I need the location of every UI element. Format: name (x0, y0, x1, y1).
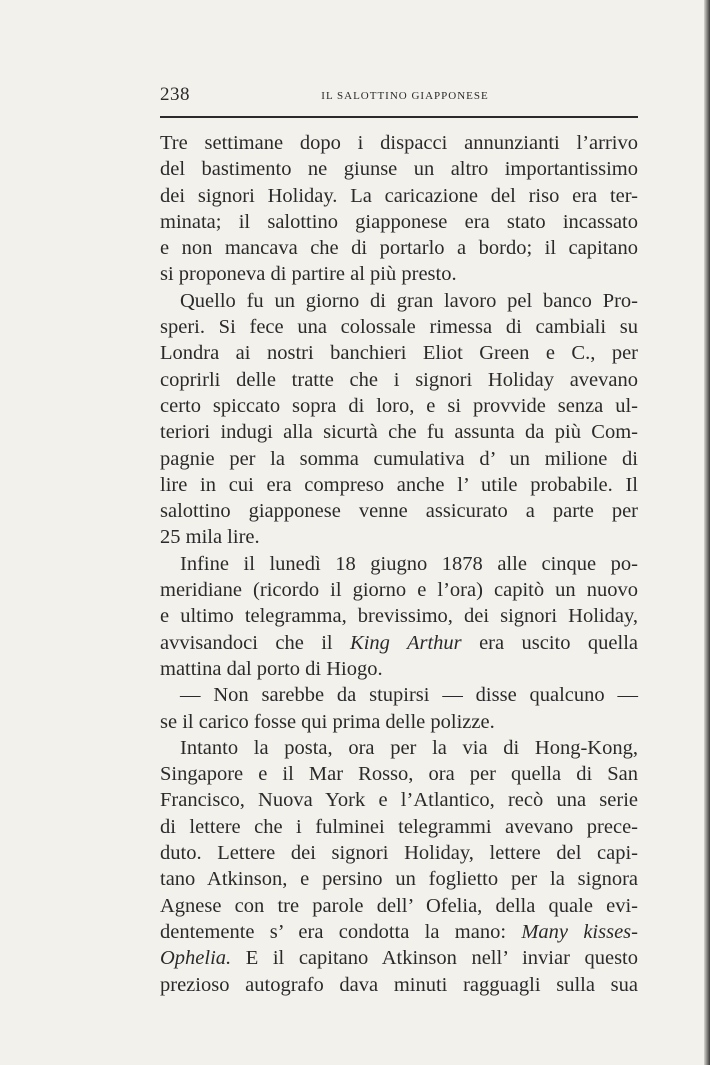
running-title: IL SALOTTINO GIAPPONESE (321, 90, 489, 102)
text-line: Agnese con tre parole dell’ Ofelia, della quale evi- (160, 894, 638, 917)
text-line: 25 mila lire. (160, 526, 260, 549)
text-line: Francisco, Nuova York e l’Atlantico, recò una serie (160, 789, 638, 812)
text-segment: avvisandoci che il (160, 631, 351, 654)
text-line: meridiane (ricordo il giorno e l’ora) capitò un nuovo (160, 579, 638, 602)
text-line: coprirli delle tratte che i signori Holiday avevano (160, 368, 638, 391)
page-header (160, 84, 640, 110)
text-line: se il carico fosse qui prima delle polizze. (160, 710, 495, 733)
text-line: Tre settimane dopo i dispacci annunzianti l’arrivo (160, 132, 638, 154)
italic-quote: Ophelia. (160, 947, 232, 970)
text-line: prezioso autografo dava minuti ragguagli sulla sua (160, 973, 638, 996)
text-segment: E il capitano Atkinson nell’ inviar questo (231, 947, 638, 970)
text-line: si proponeva di partire al più presto. (160, 263, 457, 286)
text-line-with-italic (160, 945, 638, 971)
text-line: Quello fu un giorno di gran lavoro pel banco Pro- (180, 289, 638, 312)
text-line: Singapore e il Mar Rosso, ora per quella di San (160, 763, 638, 786)
text-line: duto. Lettere dei signori Holiday, lettere del capi- (160, 842, 638, 865)
text-line: salottino giapponese venne assicurato a parte per (160, 500, 638, 523)
text-line: Infine il lunedì 18 giugno 1878 alle cinque po- (180, 552, 638, 575)
text-line: minata; il salottino giapponese era stato incassato (160, 210, 638, 233)
text-line: e ultimo telegramma, brevissimo, dei signori Holiday, (160, 605, 638, 628)
text-line: teriori indugi alla sicurtà che fu assunta da più Com- (160, 421, 638, 444)
text-line: dei signori Holiday. La caricazione del riso era ter- (160, 184, 638, 207)
body-text (160, 130, 638, 998)
text-line-with-italic (160, 919, 638, 945)
page-edge (704, 0, 710, 1065)
text-line: del bastimento ne giunse un altro importantissimo (160, 158, 638, 181)
italic-quote: Many kisses- (521, 920, 638, 943)
text-line: Londra ai nostri banchieri Eliot Green e C., per (160, 342, 638, 365)
text-line: Intanto la posta, ora per la via di Hong-Kong, (180, 736, 638, 759)
text-line: — Non sarebbe da stupirsi — disse qualcuno — (180, 684, 638, 707)
page-number: 238 (160, 84, 190, 105)
italic-ship-name: King Arthur (350, 631, 462, 654)
header-rule (160, 116, 638, 118)
text-line: tano Atkinson, e persino un foglietto per la signora (160, 868, 638, 891)
text-line: speri. Si fece una colossale rimessa di cambiali su (160, 316, 638, 339)
text-segment: era uscito quella (461, 631, 638, 654)
text-line: certo spiccato sopra di loro, e si provvide senza ul- (160, 394, 638, 417)
text-line: e non mancava che di portarlo a bordo; il capitano (160, 237, 638, 260)
text-line: pagnie per la somma cumulativa d’ un milione di (160, 447, 638, 470)
text-line-with-italic (160, 630, 638, 656)
text-line: lire in cui era compreso anche l’ utile probabile. Il (160, 473, 638, 496)
text-line: di lettere che i fulminei telegrammi avevano prece- (160, 815, 638, 838)
text-segment: dentemente s’ era condotta la mano: (160, 920, 522, 943)
text-line: mattina dal porto di Hiogo. (160, 657, 383, 680)
